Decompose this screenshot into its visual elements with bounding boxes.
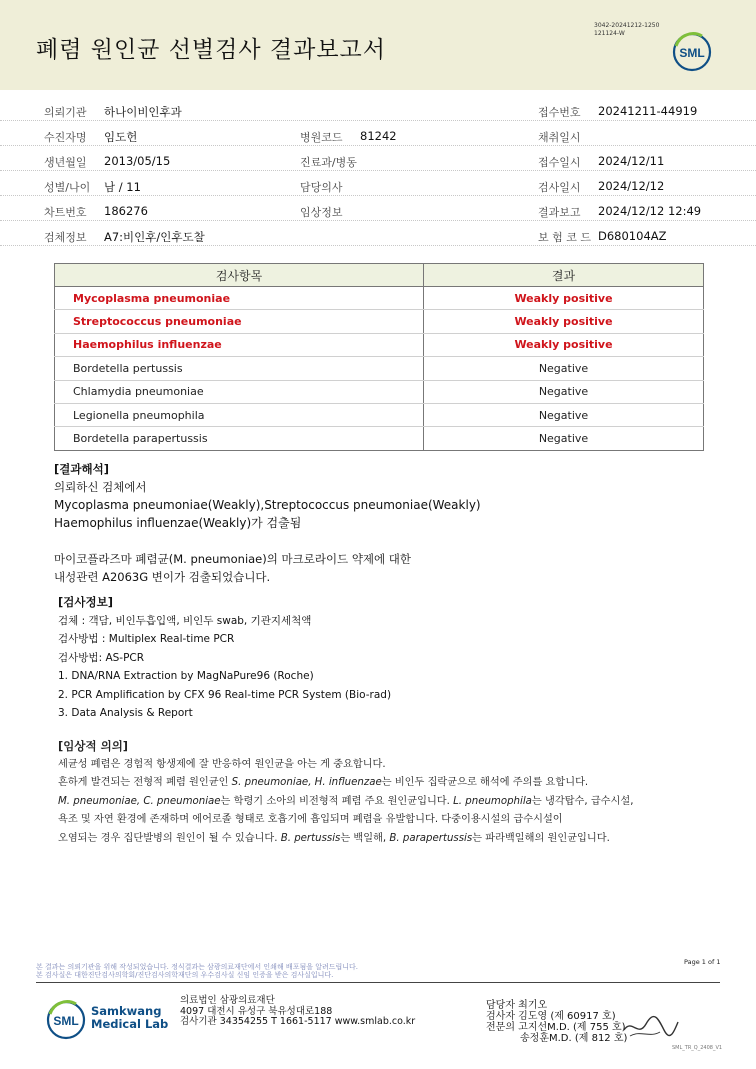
patient-value: 임도헌 bbox=[104, 130, 138, 144]
sex-age-value: 남 / 11 bbox=[104, 180, 141, 194]
clinical-text: 오염되는 경우 집단발병의 원인이 될 수 있습니다. bbox=[58, 832, 281, 844]
table-row bbox=[55, 357, 704, 380]
chart-label: 차트번호 bbox=[44, 206, 87, 219]
lab-name bbox=[91, 1005, 168, 1031]
test-name: Mycoplasma pneumoniae bbox=[55, 287, 424, 310]
interpretation-line: Haemophilus influenzae(Weakly)가 검출됨 bbox=[54, 516, 302, 530]
clinical-line: 세균성 폐렴은 경험적 항생제에 잘 반응하여 원인균을 아는 게 중요합니다. bbox=[58, 758, 386, 770]
table-row bbox=[55, 380, 704, 403]
department-label: 진료과/병동 bbox=[300, 156, 357, 169]
results-table bbox=[54, 263, 704, 451]
organism-name: M. pneumoniae, C. pneumoniae bbox=[58, 795, 221, 807]
test-result: Negative bbox=[424, 403, 704, 426]
col-result-header: 결과 bbox=[424, 264, 704, 287]
info-row bbox=[0, 222, 756, 246]
test-result: Weakly positive bbox=[424, 333, 704, 356]
page-number: Page 1 of 1 bbox=[684, 958, 721, 966]
test-name: Chlamydia pneumoniae bbox=[55, 380, 424, 403]
table-row bbox=[55, 403, 704, 426]
test-info-line: 3. Data Analysis & Report bbox=[58, 707, 193, 719]
clinical-text: 흔하게 발견되는 전형적 폐렴 원인균인 bbox=[58, 777, 232, 788]
specimen-label: 검체정보 bbox=[44, 231, 87, 244]
address-line: 4097 대전시 유성구 북유성대로188 bbox=[180, 1005, 333, 1017]
test-info-line: 검체 : 객담, 비인두흡입액, 비인두 swab, 기관지세척액 bbox=[58, 614, 312, 627]
clinical-text: 는 백일해, bbox=[340, 832, 390, 844]
interpretation-line: Mycoplasma pneumoniae(Weakly),Streptococcus pneumoniae(Weakly) bbox=[54, 498, 481, 512]
test-info-section bbox=[58, 593, 391, 723]
accession-label: 접수번호 bbox=[538, 106, 581, 119]
document-id-line2: 121124-W bbox=[594, 30, 625, 37]
staff-signatures bbox=[486, 1000, 627, 1044]
clinical-text: 는 냉각탑수, 급수시설, bbox=[531, 795, 634, 807]
interpretation-line: 마이코플라즈마 폐렴균(M. pneumoniae)의 마크로라이드 약제에 대한 bbox=[54, 552, 412, 566]
info-row bbox=[0, 97, 756, 121]
clinical-text: 는 비인두 집락균으로 해석에 주의를 요합니다. bbox=[381, 777, 589, 788]
document-id bbox=[594, 22, 659, 38]
lab-name-line: Samkwang bbox=[91, 1004, 162, 1018]
test-name: Bordetella pertussis bbox=[55, 357, 424, 380]
received-value: 2024/12/11 bbox=[598, 154, 665, 168]
signature-icon bbox=[620, 1012, 680, 1042]
results-header-row bbox=[55, 264, 704, 287]
lab-name-line: Medical Lab bbox=[91, 1017, 169, 1031]
sml-logo-icon bbox=[672, 32, 712, 72]
logo-text: SML bbox=[679, 46, 705, 60]
interpretation-line: 의뢰하신 검체에서 bbox=[54, 480, 147, 494]
insurance-value: D680104AZ bbox=[598, 229, 667, 243]
footer-note-line: 본 검사실은 대한진단검사의학회/진단검사의학재단의 우수검사실 신임 인증을 받은 검사실입니다. bbox=[36, 971, 334, 979]
address-line: 검사기관 34354255 T 1661-5117 www.smlab.co.kr bbox=[180, 1016, 416, 1027]
reported-value: 2024/12/12 12:49 bbox=[598, 204, 702, 218]
test-result: Negative bbox=[424, 380, 704, 403]
document-id-line1: 3042-20241212-1250 bbox=[594, 22, 660, 29]
test-result: Weakly positive bbox=[424, 310, 704, 333]
institution-value: 하나이비인후과 bbox=[104, 105, 182, 119]
dob-label: 생년월일 bbox=[44, 156, 87, 169]
clinical-line bbox=[58, 793, 728, 812]
footer-note-line: 본 결과는 의뢰기관을 위해 작성되었습니다. 정식결과는 삼광의료재단에서 인쇄해 배포됨을 알려드립니다. bbox=[36, 963, 359, 971]
clinical-label: 임상정보 bbox=[300, 206, 343, 219]
hospital-code-value: 81242 bbox=[360, 129, 397, 143]
info-row bbox=[0, 122, 756, 146]
tested-value: 2024/12/12 bbox=[598, 179, 665, 193]
doctor-label: 담당의사 bbox=[300, 181, 343, 194]
table-row bbox=[55, 427, 704, 450]
interpretation-line: 내성관련 A2063G 변이가 검출되었습니다. bbox=[54, 570, 271, 584]
report-header bbox=[0, 0, 756, 90]
footer-notice bbox=[36, 963, 446, 979]
staff-line: 담당자 최기오 bbox=[486, 1000, 548, 1011]
test-name: Bordetella parapertussis bbox=[55, 427, 424, 450]
test-info-title: [검사정보] bbox=[58, 595, 113, 609]
sex-age-label: 성별/나이 bbox=[44, 181, 91, 194]
info-row bbox=[0, 197, 756, 221]
test-info-line: 1. DNA/RNA Extraction by MagNaPure96 (Roche) bbox=[58, 670, 314, 682]
organism-name: B. parapertussis bbox=[389, 832, 473, 844]
received-label: 접수일시 bbox=[538, 156, 581, 169]
interpretation-section bbox=[54, 460, 481, 586]
chart-value: 186276 bbox=[104, 204, 148, 218]
reported-label: 결과보고 bbox=[538, 206, 581, 219]
organism-name: L. pneumophila bbox=[453, 795, 532, 807]
report-title: 폐렴 원인균 선별검사 결과보고서 bbox=[36, 37, 386, 63]
logo-text: SML bbox=[53, 1014, 79, 1028]
collection-label: 채취일시 bbox=[538, 131, 581, 144]
test-name: Legionella pneumophila bbox=[55, 403, 424, 426]
insurance-label: 보 험 코 드 bbox=[538, 231, 591, 244]
lab-address bbox=[180, 996, 415, 1028]
organism-name: S. pneumoniae, H. influenzae bbox=[231, 777, 382, 788]
staff-line: 검사자 김도영 (제 60917 호) bbox=[486, 1011, 616, 1022]
specimen-value: A7:비인후/인후도찰 bbox=[104, 230, 205, 244]
sml-logo-icon bbox=[44, 1000, 90, 1040]
staff-line: 전문의 고지선M.D. (제 755 호) bbox=[486, 1022, 626, 1033]
dob-value: 2013/05/15 bbox=[104, 154, 171, 168]
clinical-significance-section bbox=[58, 737, 728, 848]
clinical-line: 욕조 및 자연 환경에 존재하며 에어로졸 형태로 호흡기에 흡입되며 폐렴을 유발합니다. 다중이용시설의 급수시설이 bbox=[58, 814, 563, 825]
institution-label: 의뢰기관 bbox=[44, 106, 87, 119]
test-result: Weakly positive bbox=[424, 287, 704, 310]
table-row bbox=[55, 310, 704, 333]
hospital-code-label: 병원코드 bbox=[300, 131, 343, 144]
patient-label: 수진자명 bbox=[44, 131, 87, 144]
accession-value: 20241211-44919 bbox=[598, 104, 698, 118]
clinical-title: [임상적 의의] bbox=[58, 739, 129, 753]
address-line: 의료법인 삼광의료재단 bbox=[180, 995, 275, 1006]
test-name: Haemophilus influenzae bbox=[55, 333, 424, 356]
clinical-line bbox=[58, 830, 728, 849]
staff-line: 송정훈M.D. (제 812 호) bbox=[520, 1033, 628, 1044]
test-result: Negative bbox=[424, 427, 704, 450]
document-code: SML_TR_Q_2408_V1 bbox=[672, 1045, 723, 1051]
col-item-header: 검사항목 bbox=[55, 264, 424, 287]
footer-divider bbox=[36, 982, 720, 983]
test-info-line: 검사방법: AS-PCR bbox=[58, 651, 145, 664]
clinical-line bbox=[58, 774, 728, 793]
clinical-text: 는 학령기 소아의 비전형적 폐렴 주요 원인균입니다. bbox=[220, 795, 454, 807]
info-row bbox=[0, 172, 756, 196]
tested-label: 검사일시 bbox=[538, 181, 581, 194]
test-name: Streptococcus pneumoniae bbox=[55, 310, 424, 333]
interpretation-title: [결과해석] bbox=[54, 462, 109, 476]
test-info-line: 2. PCR Amplification by CFX 96 Real-time PCR System (Bio-rad) bbox=[58, 688, 392, 701]
organism-name: B. pertussis bbox=[280, 832, 341, 844]
test-result: Negative bbox=[424, 357, 704, 380]
info-row bbox=[0, 147, 756, 171]
clinical-text: 는 파라백일해의 원인균입니다. bbox=[472, 832, 610, 844]
table-row bbox=[55, 287, 704, 310]
test-info-line: 검사방법 : Multiplex Real-time PCR bbox=[58, 633, 235, 645]
table-row bbox=[55, 333, 704, 356]
